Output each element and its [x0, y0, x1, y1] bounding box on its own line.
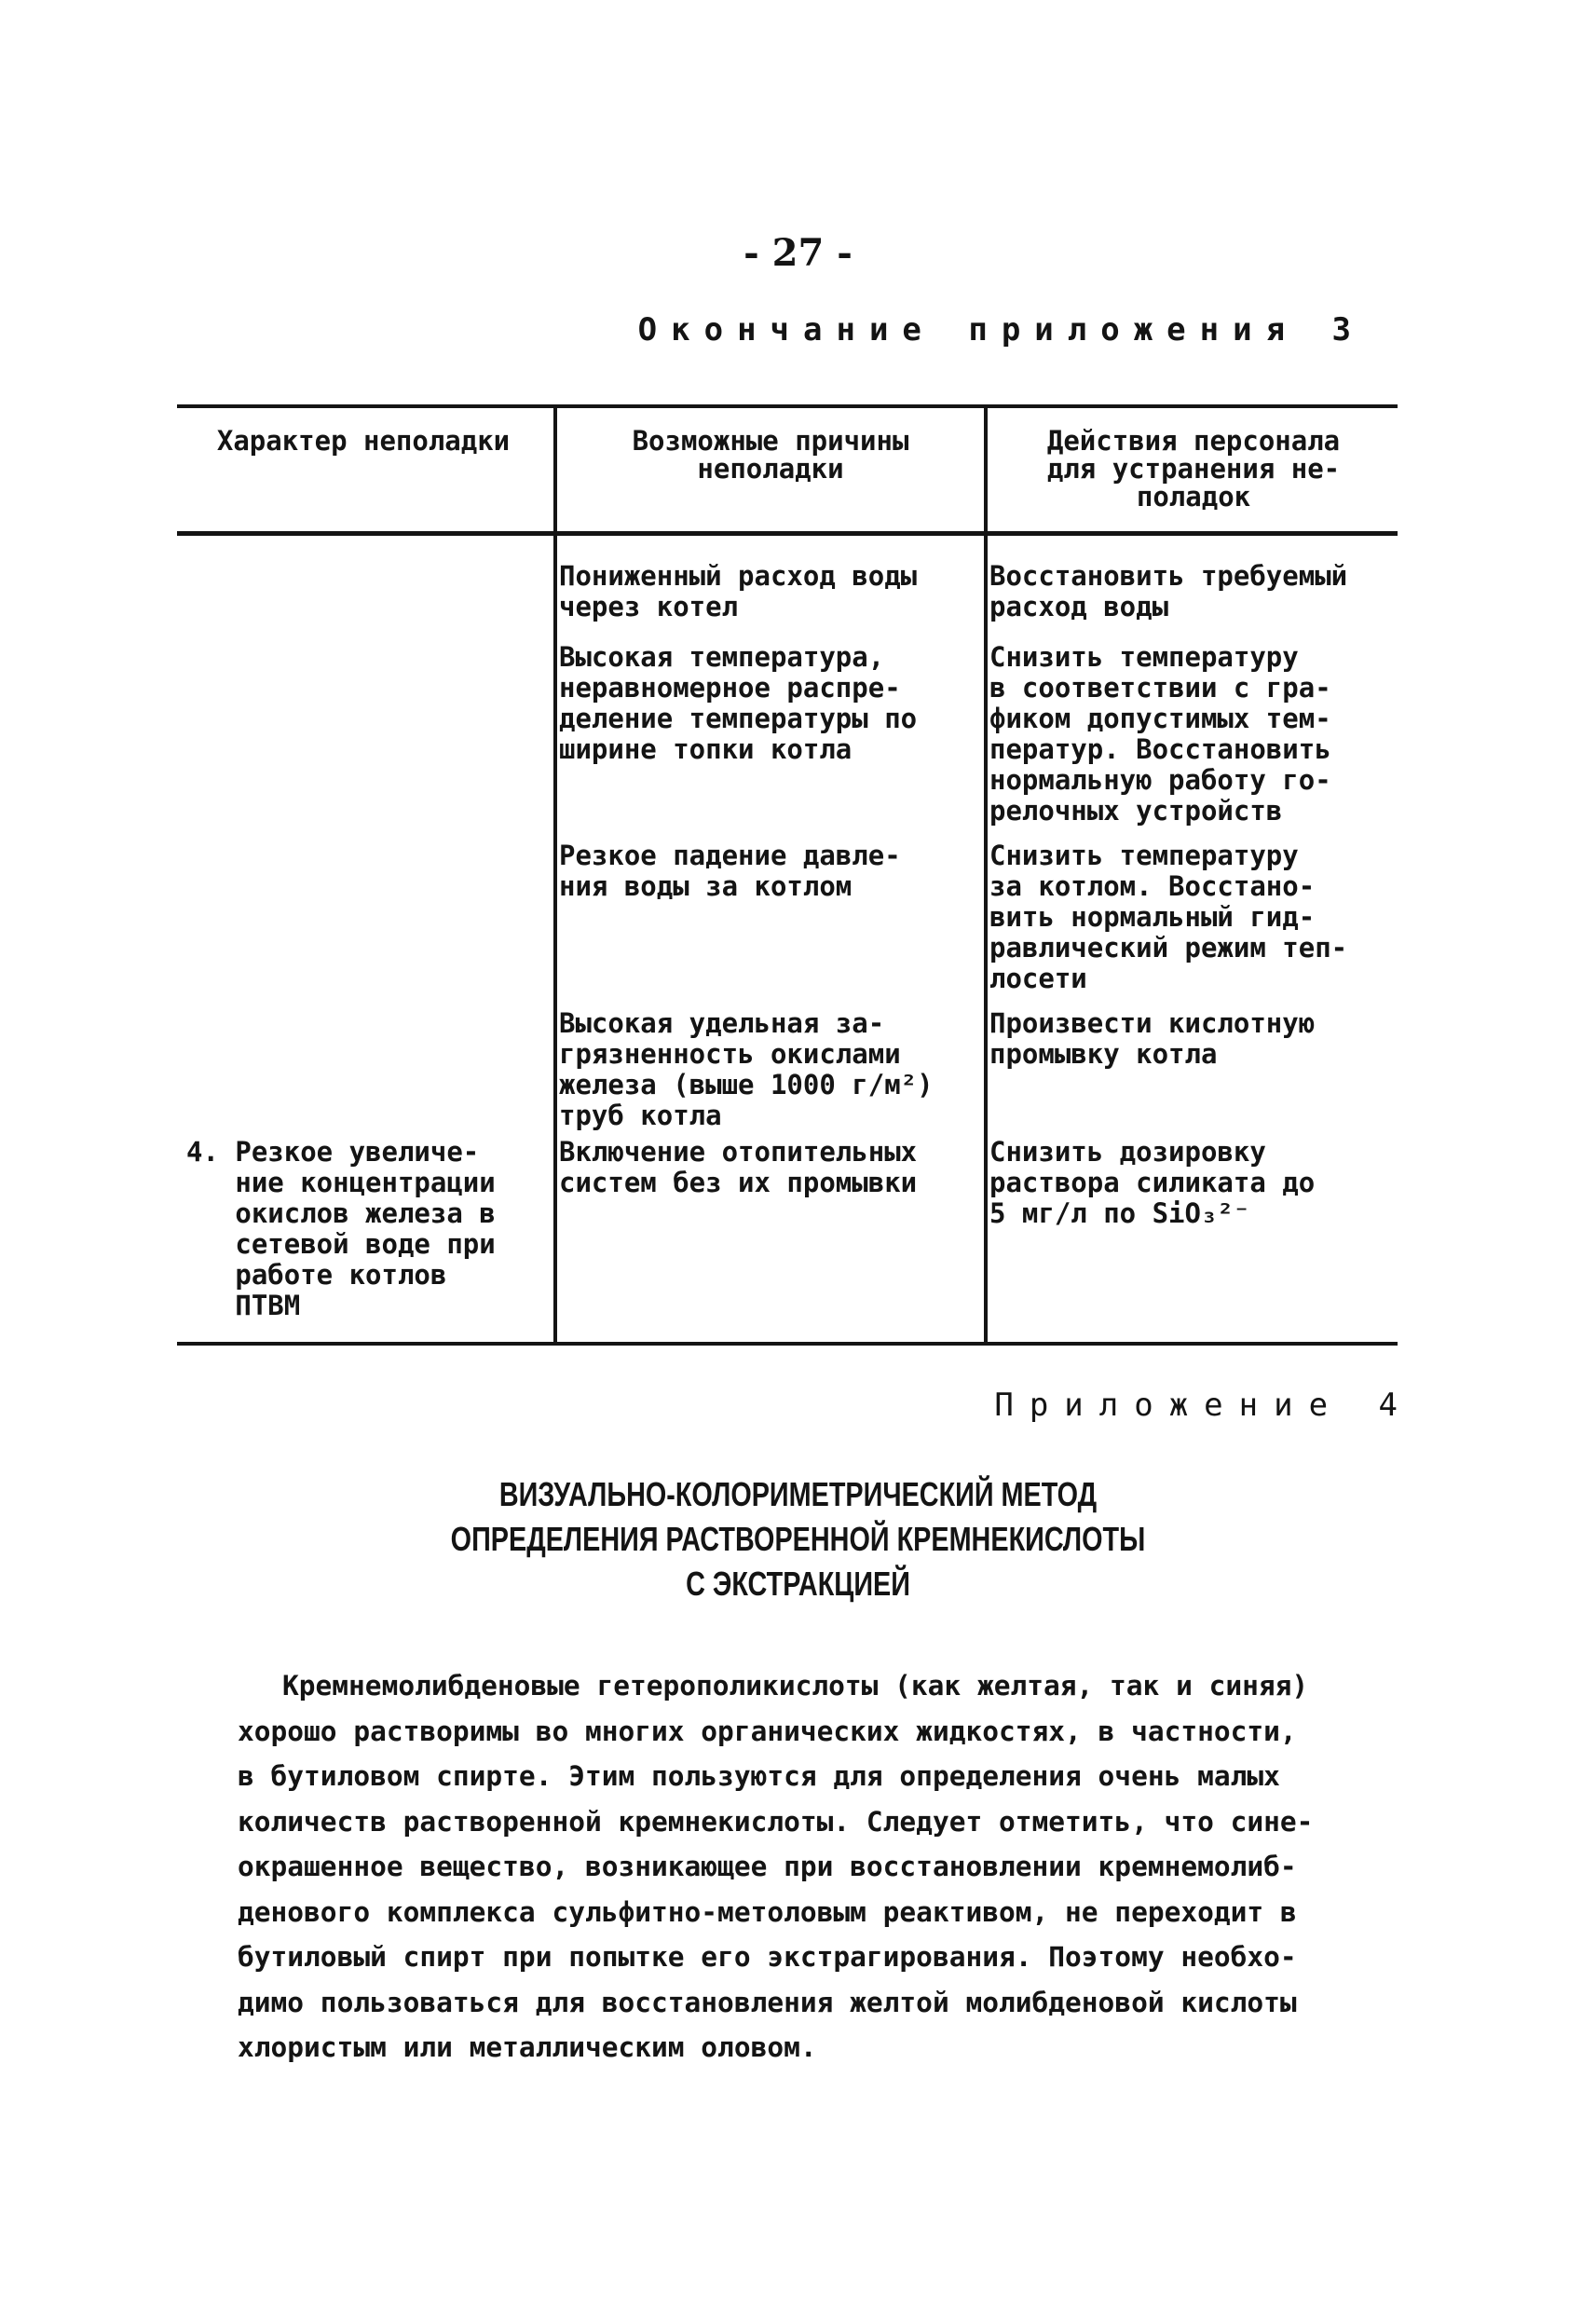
paragraph-line: димо пользоваться для восстановления желтой молибденовой кислоты: [238, 1986, 1297, 2018]
troubleshooting-table: [177, 404, 1398, 1347]
page-number: - 27 -: [743, 231, 853, 275]
paragraph-line: бутиловый спирт при попытке его экстрагирования. Поэтому необхо-: [238, 1941, 1297, 1973]
table-row-2-cause: Высокая температура, неравномерное распре- деление температуры по ширине топки котла: [559, 641, 918, 765]
table-row-3-cause: Резкое падение давле- ния воды за котлом: [559, 840, 901, 902]
table-column-divider-2: [984, 404, 988, 1346]
table-header-action: Действия персонала для устранения не- поладок: [1046, 425, 1341, 513]
table-row-2-action: Снизить температуру в соответствии с гра- фиком допустимых тем- ператур. Восстановить нормальную работу го- релочных устройств: [989, 641, 1331, 827]
appendix-4-label: Приложение 4: [994, 1387, 1413, 1424]
table-bottom-rule: [177, 1342, 1398, 1346]
paragraph-line: Кремнемолибденовые гетерополикислоты (как желтая, так и синяя): [282, 1670, 1309, 1702]
table-header-cause: Возможные причины неполадки: [632, 425, 909, 485]
method-title: ВИЗУАЛЬНО-КОЛОРИМЕТРИЧЕСКИЙ МЕТОД ОПРЕДЕЛЕНИЯ РАСТВОРЕННОЙ КРЕМНЕКИСЛОТЫ С ЭКСТРАКЦИЕЙ: [450, 1475, 1146, 1603]
table-header-problem: Характер неполадки: [216, 425, 511, 457]
table-row-5-problem: 4. Резкое увеличе- ние концентрации окислов железа в сетевой воде при работе котлов ПТВМ: [186, 1136, 496, 1321]
table-column-divider-1: [553, 404, 557, 1346]
paragraph-line: денового комплекса сульфитно-метоловым реактивом, не переходит в: [238, 1895, 1297, 1928]
table-row-1-cause: Пониженный расход воды через котел: [559, 560, 918, 622]
table-row-5-action: Снизить дозировку раствора силиката до 5 мг/л по SiO₃²⁻: [989, 1136, 1316, 1229]
paragraph-line: хорошо растворимы во многих органических жидкостях, в частности,: [238, 1715, 1297, 1747]
paragraph-line: окрашенное вещество, возникающее при восстановлении кремнемолиб-: [238, 1851, 1297, 1882]
table-header-rule: [177, 531, 1398, 536]
table-row-1-action: Восстановить требуемый расход воды: [989, 560, 1348, 622]
method-paragraph: [238, 1663, 1412, 2071]
paragraph-line: в бутиловом спирте. Этим пользуются для определения очень малых: [238, 1760, 1280, 1792]
paragraph-line: количеств растворенной кремнекислоты. Следует отметить, что сине-: [238, 1805, 1314, 1838]
table-row-4-cause: Высокая удельная за- грязненность окислами железа (выше 1000 г/м²) труб котла: [559, 1007, 934, 1131]
appendix-3-end-label: Окончание приложения 3: [637, 311, 1365, 349]
table-row-5-cause: Включение отопительных систем без их промывки: [559, 1136, 918, 1198]
table-row-3-action: Снизить температуру за котлом. Восстано- вить нормальный гид- равлический режим теп- лосети: [989, 840, 1348, 994]
table-row-4-action: Произвести кислотную промывку котла: [989, 1007, 1316, 1070]
paragraph-line: хлористым или металлическим оловом.: [238, 2031, 817, 2063]
table-top-rule: [177, 404, 1398, 408]
